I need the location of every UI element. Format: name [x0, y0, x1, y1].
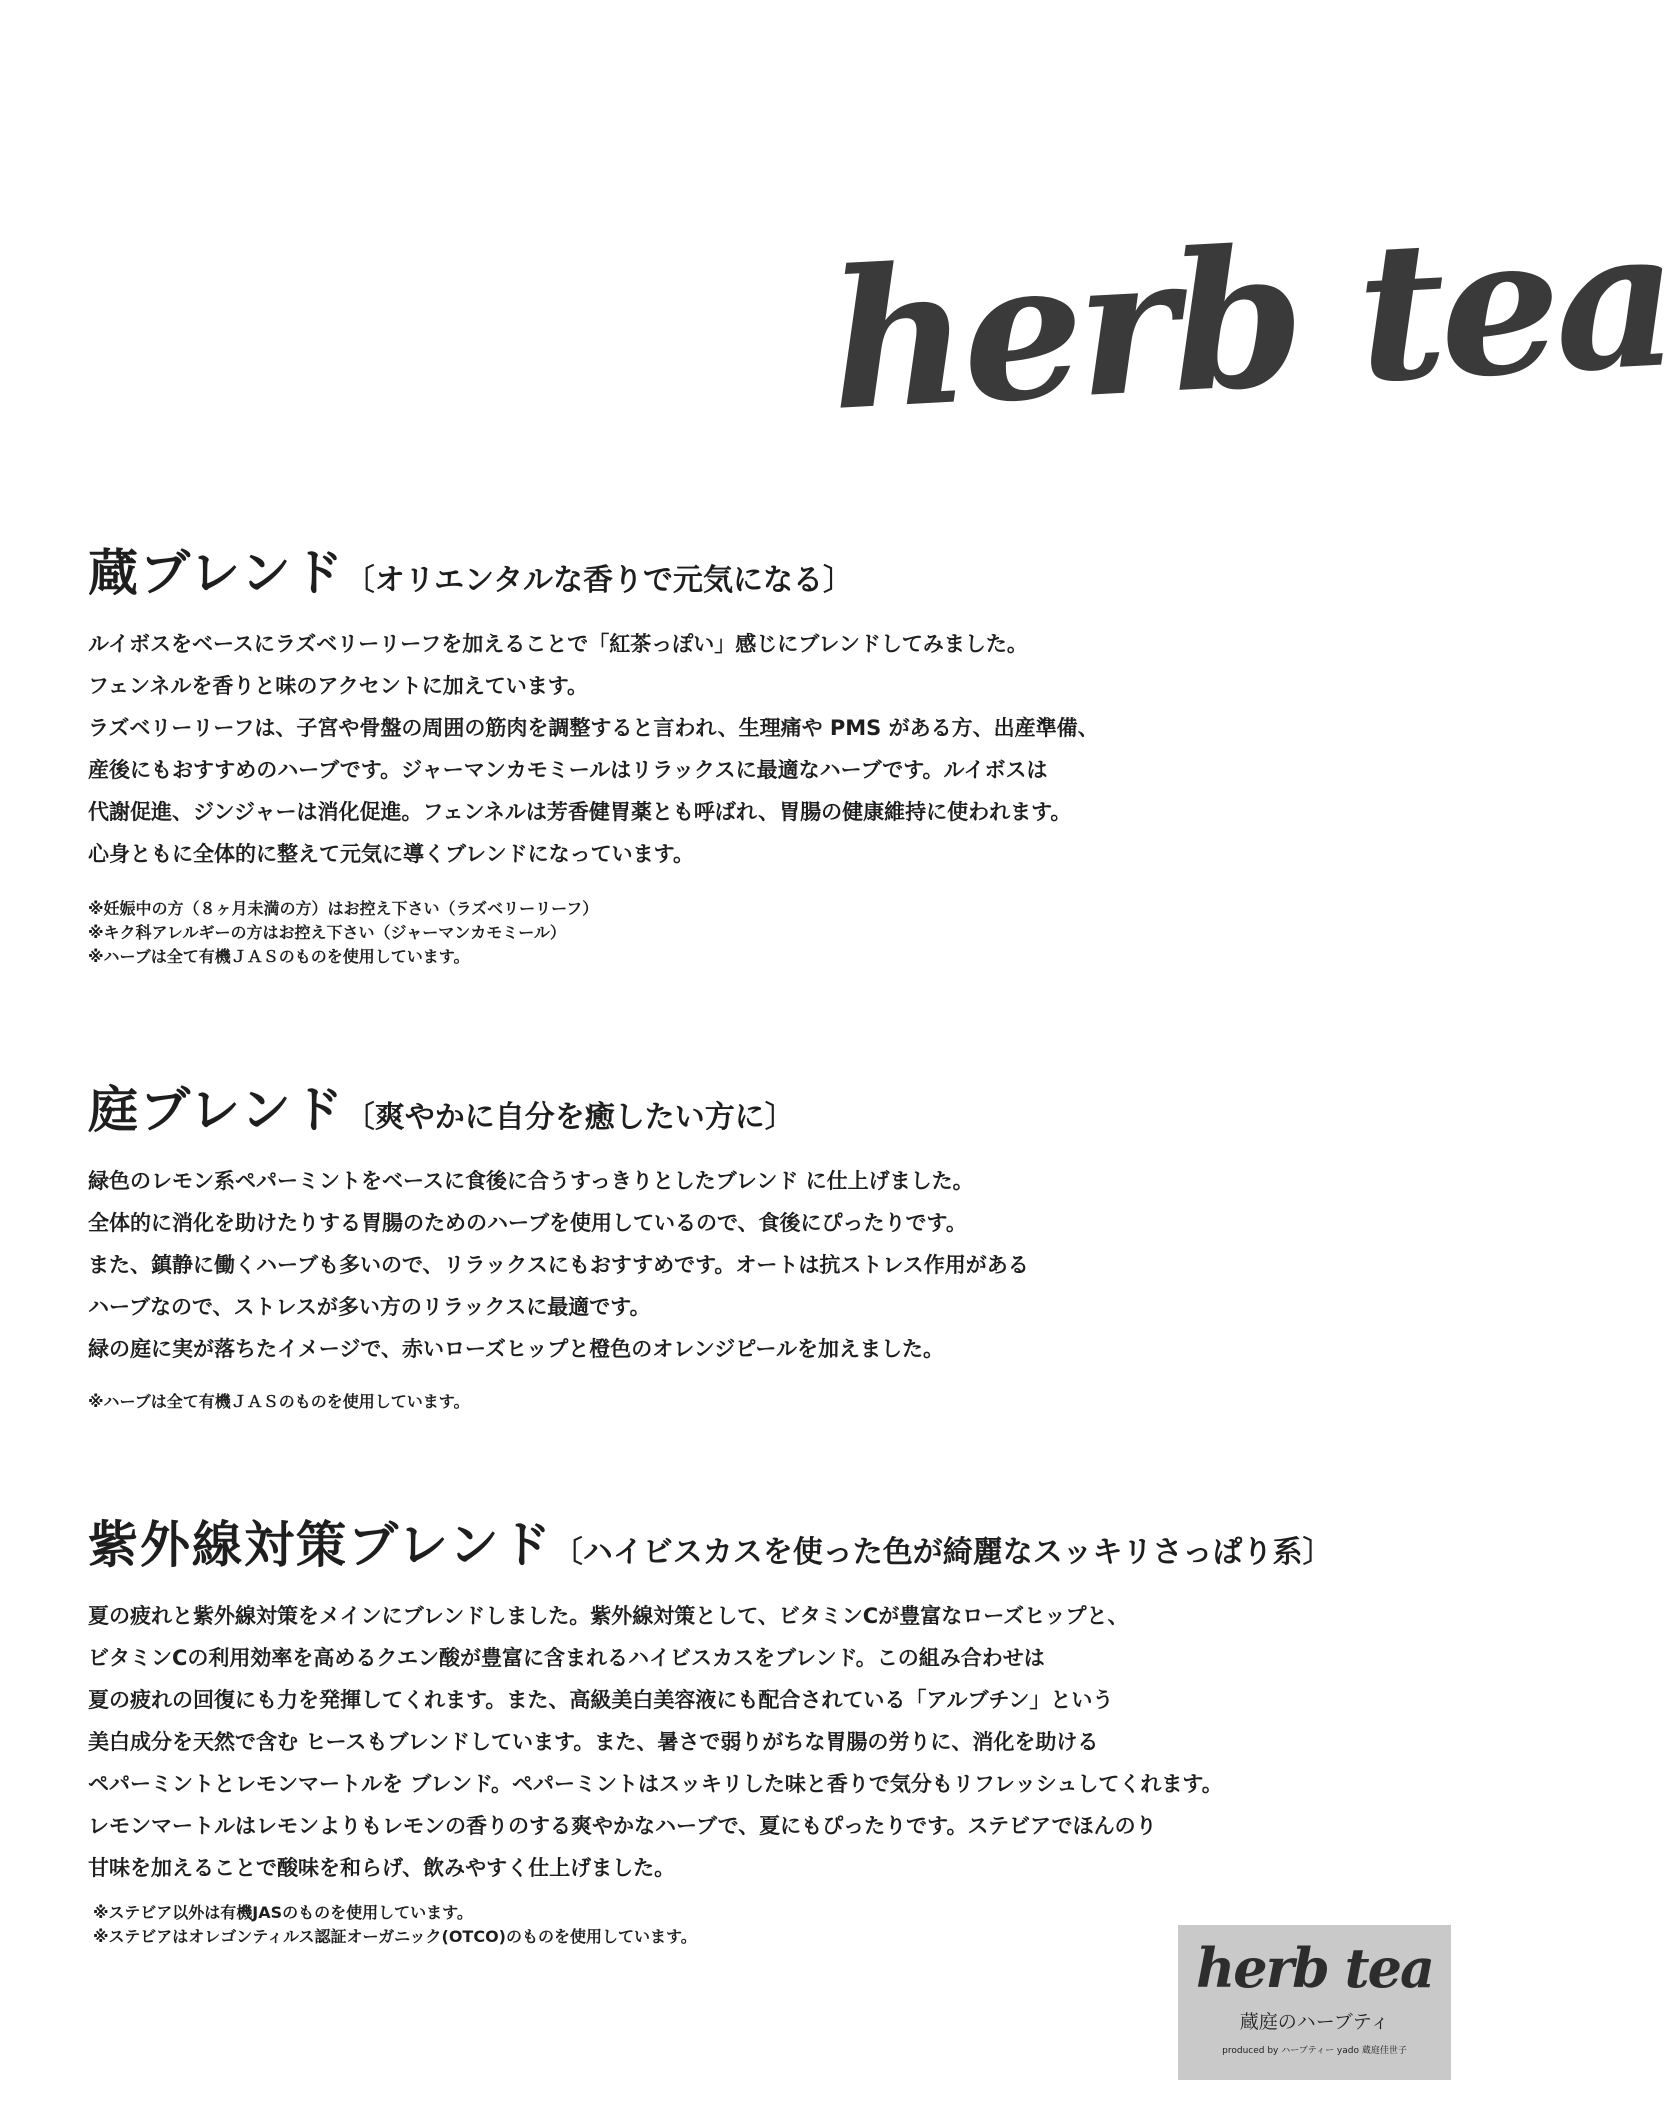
section-heading	[88, 1505, 1418, 1577]
body-line: 夏の疲れの回復にも力を発揮してくれます。また、高級美白美容液にも配合されている「アルブチン」という	[88, 1688, 1114, 1712]
section-notes	[88, 897, 1418, 969]
note-line: ※ハーブは全て有機ＪＡＳのものを使用しています。	[88, 1392, 470, 1411]
body-line: フェンネルを香りと味のアクセントに加えています。	[88, 674, 589, 698]
section-title: 蔵ブレンド	[88, 544, 345, 602]
badge-name: 蔵庭のハーブティ	[1239, 2011, 1390, 2033]
section-body	[88, 1595, 1418, 1889]
body-line: また、鎮静に働くハーブも多いので、リラックスにもおすすめです。オートは抗ストレス作用がある	[88, 1253, 1029, 1277]
note-line: ※キク科アレルギーの方はお控え下さい（ジャーマンカモミール）	[88, 923, 566, 942]
body-line: 緑の庭に実が落ちたイメージで、赤いローズヒップと橙色のオレンジピールを加えました。	[88, 1337, 944, 1361]
body-line: ルイボスをベースにラズベリーリーフを加えることで「紅茶っぽい」感じにブレンドしてみました。	[88, 632, 1028, 656]
body-line: 甘味を加えることで酸味を和らげ、飲みやすく仕上げました。	[88, 1856, 676, 1880]
section-subtitle: 〔爽やかに自分を癒したい方に〕	[344, 1100, 795, 1135]
section-body	[88, 623, 1418, 875]
brand-badge	[1178, 1925, 1451, 2080]
badge-produced-by: produced by ハーブティー yado 蔵庭佳世子	[1222, 2046, 1407, 2056]
note-line: ※妊娠中の方（８ヶ月未満の方）はお控え下さい（ラズベリーリーフ）	[88, 899, 599, 918]
note-line: ※ハーブは全て有機ＪＡＳのものを使用しています。	[88, 947, 470, 966]
herb-tea-logo: herb tea	[824, 186, 1677, 453]
section-title: 庭ブレンド	[88, 1081, 345, 1139]
body-line: 夏の疲れと紫外線対策をメインにブレンドしました。紫外線対策として、ビタミンCが豊富なローズヒップと、	[88, 1604, 1129, 1628]
body-line: ハーブなので、ストレスが多い方のリラックスに最適です。	[88, 1295, 651, 1319]
section-body	[88, 1160, 1418, 1370]
body-line: 産後にもおすすめのハーブです。ジャーマンカモミールはリラックスに最適なハーブです。ルイボスは	[88, 758, 1048, 782]
body-line: ラズベリーリーフは、子宮や骨盤の周囲の筋肉を調整すると言われ、生理痛や PMS がある方、出産準備、	[88, 716, 1099, 740]
section-uv-blend	[88, 1505, 1418, 1949]
section-title: 紫外線対策ブレンド	[88, 1516, 553, 1574]
body-line: 代謝促進、ジンジャーは消化促進。フェンネルは芳香健胃薬とも呼ばれ、胃腸の健康維持に使われます。	[88, 800, 1072, 824]
note-line: ※ステビア以外は有機JASのものを使用しています。	[93, 1903, 473, 1922]
body-line: レモンマートルはレモンよりもレモンの香りのする爽やかなハーブで、夏にもぴったりです。ステビアでほんのり	[88, 1814, 1157, 1838]
section-kura-blend	[88, 533, 1418, 969]
body-line: 心身ともに全体的に整えて元気に導くブレンドになっています。	[88, 842, 694, 866]
body-line: 緑色のレモン系ペパーミントをベースに食後に合うすっきりとしたブレンド に仕上げました。	[88, 1169, 974, 1193]
badge-logo: herb tea	[1196, 1936, 1433, 2000]
section-notes	[88, 1390, 1418, 1414]
section-subtitle: 〔オリエンタルな香りで元気になる〕	[344, 563, 853, 598]
body-line: 美白成分を天然で含む ヒースもブレンドしています。また、暑さで弱りがちな胃腸の労りに、消化を助ける	[88, 1730, 1099, 1754]
section-heading	[88, 1070, 1418, 1142]
section-niwa-blend	[88, 1070, 1418, 1414]
body-line: ペパーミントとレモンマートルを ブレンド。ペパーミントはスッキリした味と香りで気分もリフレッシュしてくれます。	[88, 1772, 1223, 1796]
section-heading	[88, 533, 1418, 605]
body-line: 全体的に消化を助けたりする胃腸のためのハーブを使用しているので、食後にぴったりです。	[88, 1211, 967, 1235]
section-subtitle: 〔ハイビスカスを使った色が綺麗なスッキリさっぱり系〕	[552, 1535, 1333, 1570]
note-line: ※ステビアはオレゴンティルス認証オーガニック(OTCO)のものを使用しています。	[93, 1927, 697, 1946]
body-line: ビタミンCの利用効率を高めるクエン酸が豊富に含まれるハイビスカスをブレンド。この組み合わせは	[88, 1646, 1045, 1670]
